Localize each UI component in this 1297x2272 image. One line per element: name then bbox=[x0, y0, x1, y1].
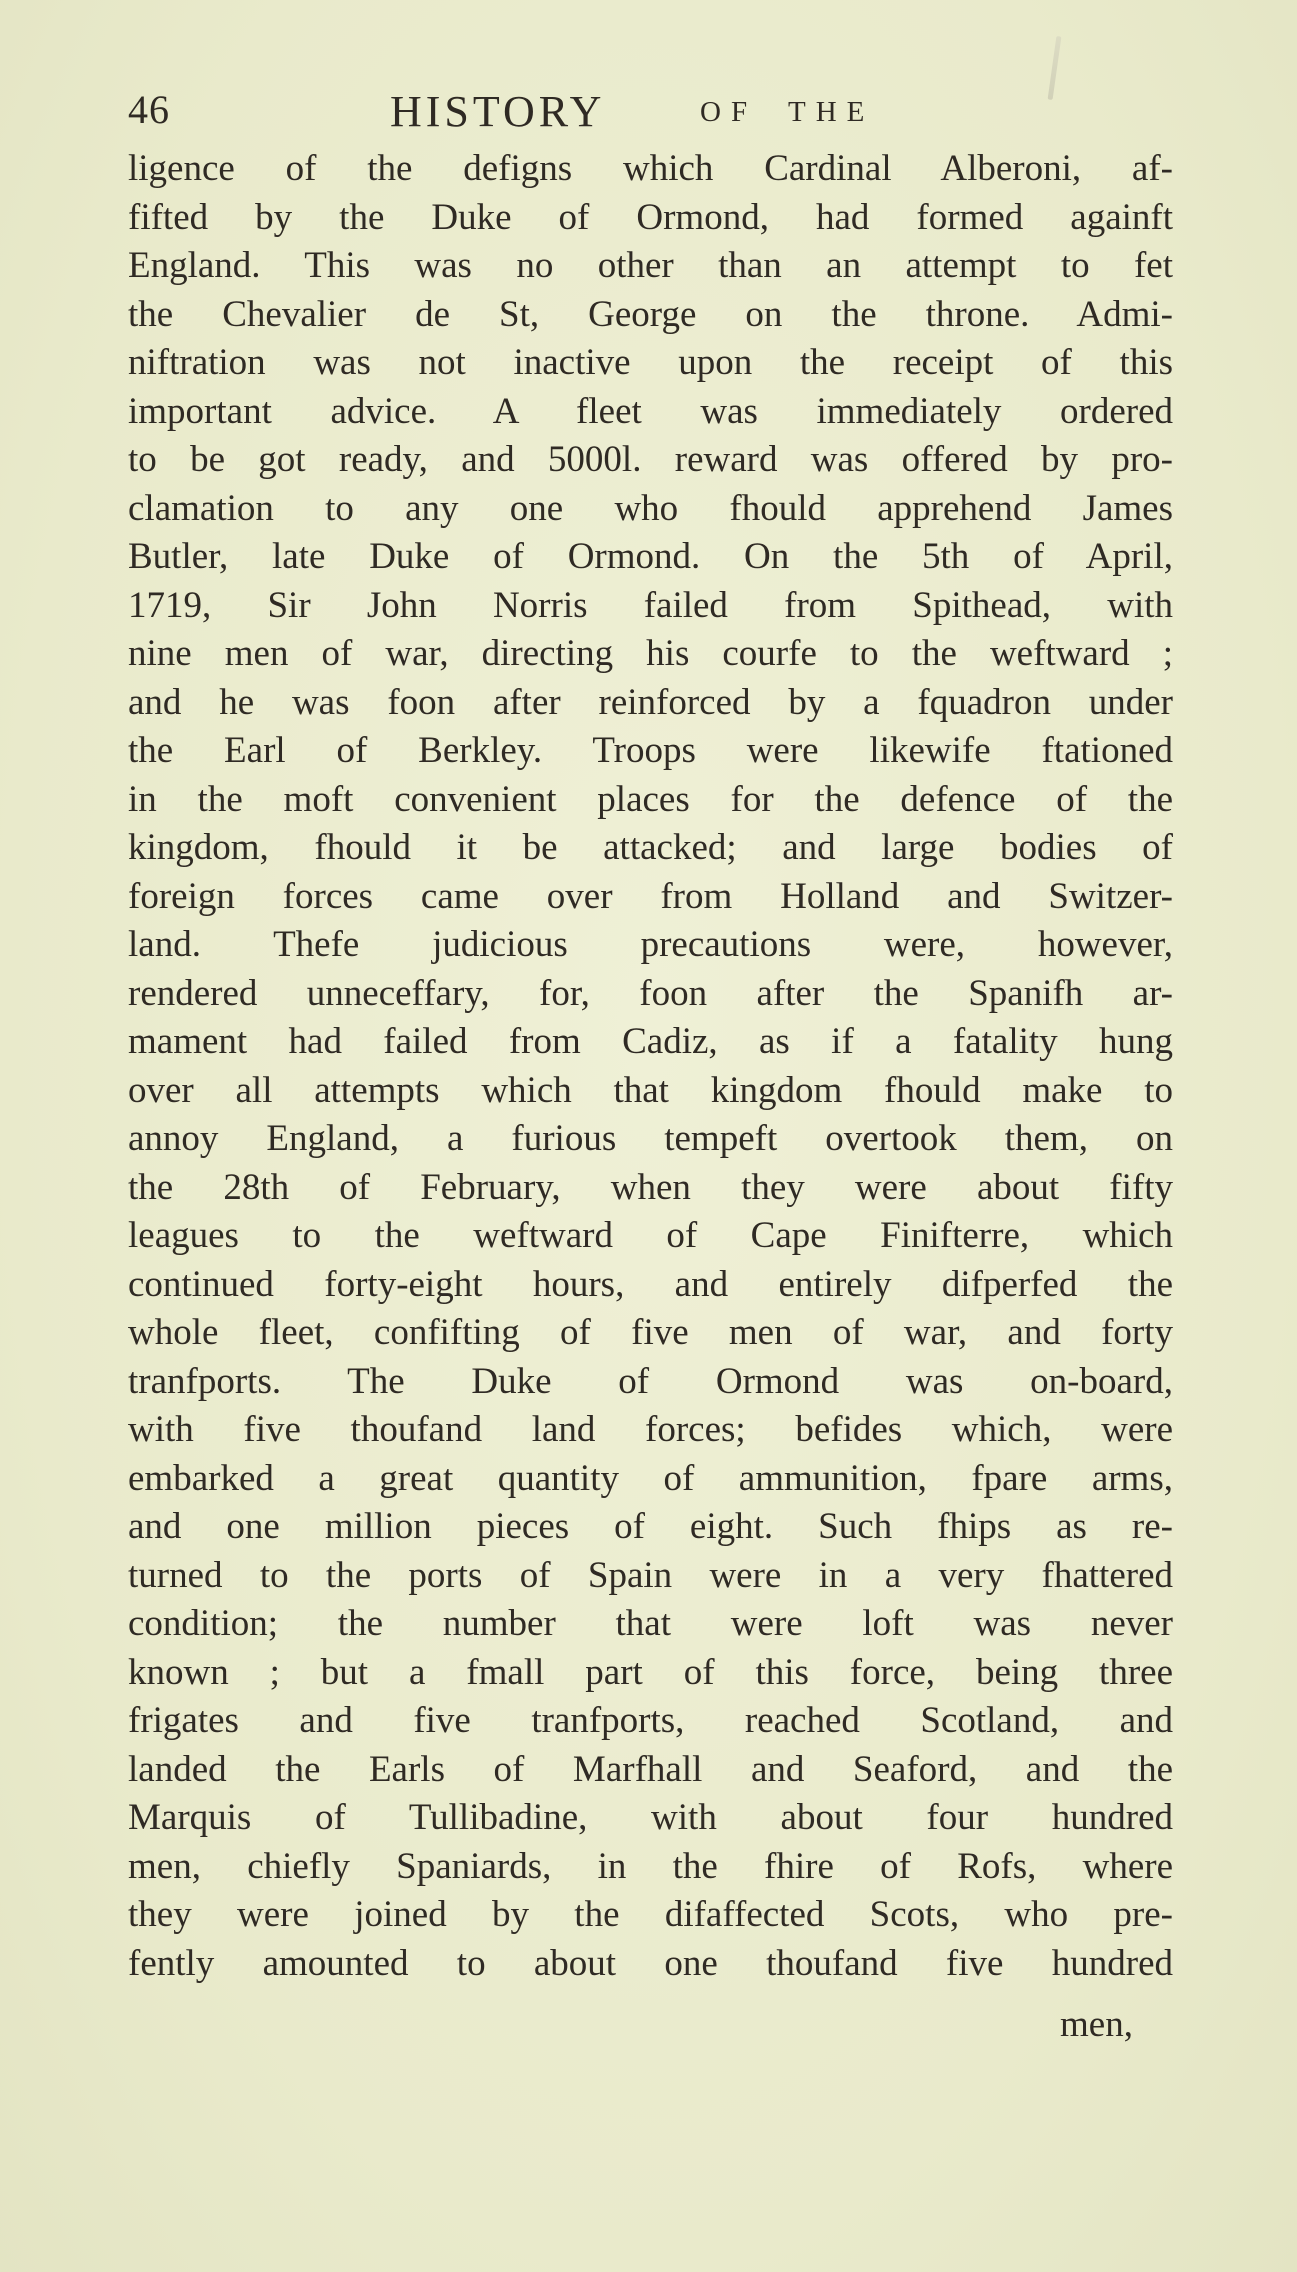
text-line: and he was foon after reinforced by a fquadron under bbox=[128, 681, 1173, 723]
text-line: condition; the number that were loft was never bbox=[128, 1603, 1173, 1644]
text-line: the Chevalier de St, George on the throne. Admi- bbox=[128, 293, 1173, 335]
text-line: in the moft convenient places for the defence of the bbox=[128, 778, 1173, 820]
text-line: Butler, late Duke of Ormond. On the 5th of April, bbox=[128, 536, 1173, 577]
text-line: the Earl of Berkley. Troops were likewife ftationed bbox=[128, 730, 1173, 771]
text-line: kingdom, fhould it be attacked; and large bodies of bbox=[128, 827, 1173, 868]
text-line: leagues to the weftward of Cape Finifterre, which bbox=[128, 1215, 1173, 1256]
text-line: nine men of war, directing his courfe to the weftward ; bbox=[128, 633, 1173, 674]
text-line: embarked a great quantity of ammunition, fpare arms, bbox=[128, 1457, 1173, 1499]
text-line: with five thoufand land forces; befides which, were bbox=[128, 1409, 1173, 1450]
text-line: fently amounted to about one thoufand five hundred bbox=[128, 1942, 1173, 1984]
text-line: niftration was not inactive upon the receipt of this bbox=[128, 342, 1173, 383]
text-line: frigates and five tranfports, reached Scotland, and bbox=[128, 1700, 1173, 1741]
text-line: tranfports. The Duke of Ormond was on-board, bbox=[128, 1360, 1173, 1402]
text-line: landed the Earls of Marfhall and Seaford, and the bbox=[128, 1748, 1173, 1790]
text-line: England. This was no other than an attempt to fet bbox=[128, 245, 1173, 286]
running-title: HISTORY bbox=[390, 87, 606, 136]
running-title-the: THE bbox=[788, 96, 875, 128]
text-line: land. Thefe judicious precautions were, however, bbox=[128, 924, 1173, 965]
text-line: known ; but a fmall part of this force, being three bbox=[128, 1651, 1173, 1693]
text-line: fifted by the Duke of Ormond, had formed againft bbox=[128, 196, 1173, 238]
text-line: foreign forces came over from Holland and Switzer- bbox=[128, 875, 1173, 917]
text-line: rendered unneceffary, for, foon after the Spanifh ar- bbox=[128, 972, 1173, 1014]
body-text bbox=[128, 145, 1173, 1988]
text-line: and one million pieces of eight. Such fhips as re- bbox=[128, 1506, 1173, 1547]
text-line: they were joined by the difaffected Scots, who pre- bbox=[128, 1894, 1173, 1935]
page-number: 46 bbox=[128, 87, 170, 132]
text-line: clamation to any one who fhould apprehend James bbox=[128, 487, 1173, 529]
text-line: the 28th of February, when they were about fifty bbox=[128, 1166, 1173, 1208]
text-line: turned to the ports of Spain were in a very fhattered bbox=[128, 1554, 1173, 1596]
running-title-of: OF bbox=[700, 96, 758, 128]
text-line: ligence of the defigns which Cardinal Alberoni, af- bbox=[128, 148, 1173, 189]
text-line: over all attempts which that kingdom fhould make to bbox=[128, 1069, 1173, 1111]
text-line: Marquis of Tullibadine, with about four hundred bbox=[128, 1797, 1173, 1838]
text-line: annoy England, a furious tempeft overtook them, on bbox=[128, 1118, 1173, 1159]
text-line: continued forty-eight hours, and entirely difperfed the bbox=[128, 1263, 1173, 1305]
text-line: important advice. A fleet was immediately ordered bbox=[128, 390, 1173, 432]
running-head bbox=[128, 86, 1173, 146]
text-line: mament had failed from Cadiz, as if a fatality hung bbox=[128, 1021, 1173, 1062]
text-line: whole fleet, confifting of five men of war, and forty bbox=[128, 1312, 1173, 1353]
text-line: men, chiefly Spaniards, in the fhire of Rofs, where bbox=[128, 1845, 1173, 1887]
text-line: 1719, Sir John Norris failed from Spithead, with bbox=[128, 584, 1173, 626]
catchword: men, bbox=[1060, 2004, 1133, 2045]
text-line: to be got ready, and 5000l. reward was offered by pro- bbox=[128, 439, 1173, 480]
